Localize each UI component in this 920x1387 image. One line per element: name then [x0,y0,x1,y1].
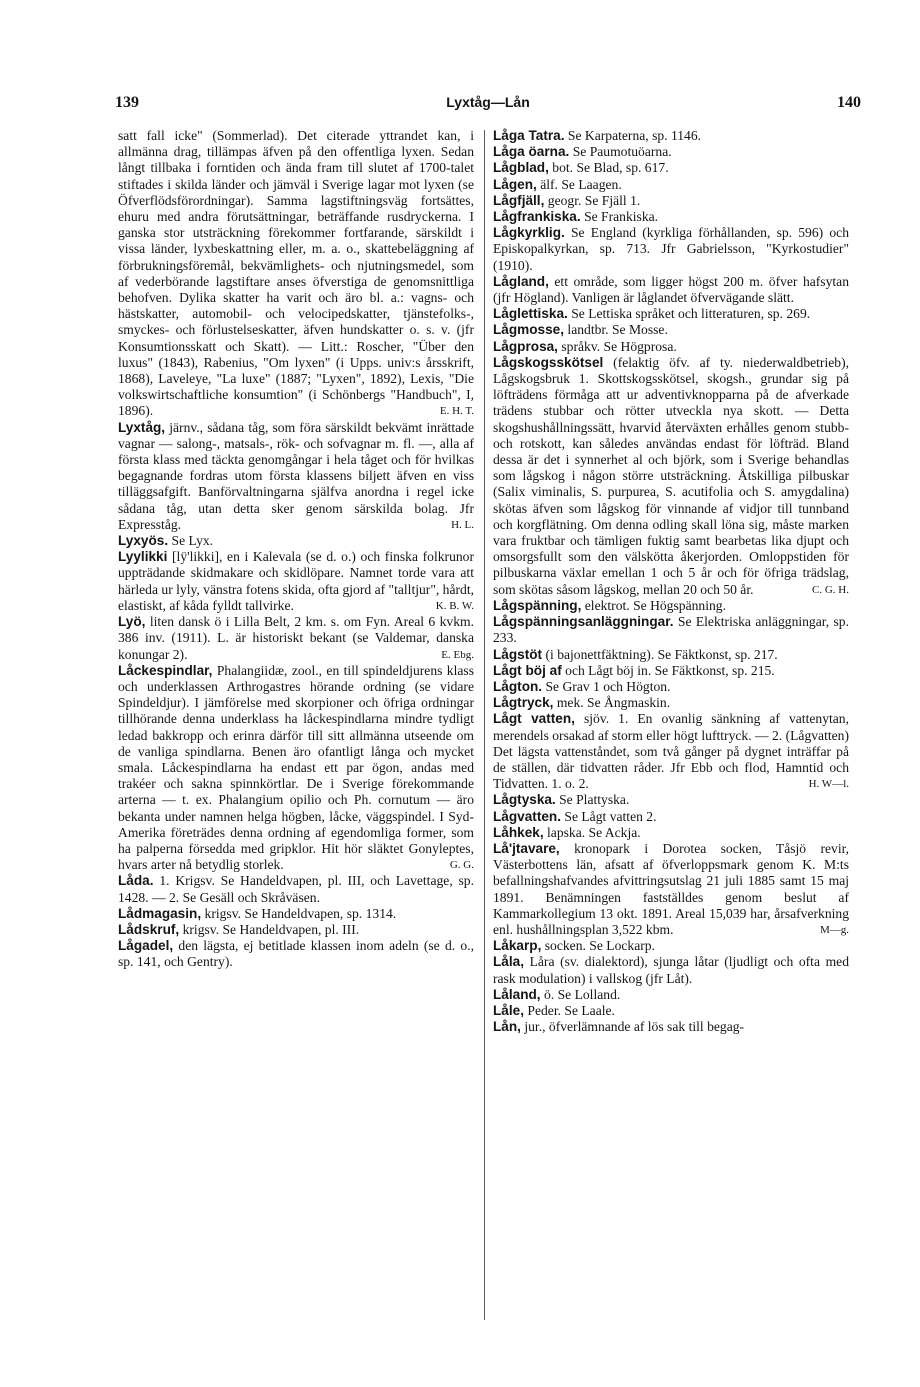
entry-laga-oarna: Låga öarna. Se Paumotuöarna. [493,144,672,160]
entry-lale: Låle, Peder. Se Laale. [493,1002,615,1018]
entry-laglettiska: Låglettiska. Se Lettiska språket och litteraturen, sp. 269. [493,306,811,322]
left-column [118,128,474,971]
running-title: Lyxtåg—Lån [446,94,530,110]
entry-lagspanning: Lågspänning, elektrot. Se Högspänning. [493,597,726,613]
entry-lajtavare: Lå'jtavare, kronopark i Dorotea socken, Tåsjö revir, Västerbottens län, afsatt af öfverloppsmark genom K. M:ts befallningshafvandes afvittringsutslag 21 juli 1885 samt 15 maj 1891. Benämningen fastställdes genom beslut af Kammarkollegium 13 okt. 1891. Areal 15,039 har, årsafverkning enl. hushållningsplan 3,522 kbm. M—g. [493,840,849,937]
entry-laga-tatra: Låga Tatra. Se Karpaterna, sp. 1146. [493,128,702,143]
entry-lagt-vatten: Lågt vatten, sjöv. 1. En ovanlig sänkning af vattenytan, merendels orsakad af storm eller högt lufttryck. — 2. (Lågvatten) Det lägsta vattenståndet, som två gånger på dygnet inträffar på de ställen, där tidvatten råder. Jfr Ebb och flod, Hamntid och Tidvatten. 1. o. 2. H. W—l. [493,711,849,792]
entry-ladskruf: Lådskruf, krigsv. Se Handeldvapen, pl. III. [118,921,360,937]
entry-lagprosa: Lågprosa, språkv. Se Högprosa. [493,338,677,354]
page-header [115,94,861,118]
entry-lagmosse: Lågmosse, landtbr. Se Mosse. [493,322,668,338]
entry-lyylikki: Lyylikki [lÿ'likki], en i Kalevala (se d. o.) och finska folkrunor uppträdande skidmakare och skidlöpare. Namnet torde vara att härleda ur lyly, vänstra fotens skida, ofta gjord af "talltjur", hårdt, elastiskt, af kåda fylldt tallvirke. K. B. W. [118,549,474,613]
page-number-left: 139 [115,94,139,111]
entry-lagblad: Lågblad, bot. Se Blad, sp. 617. [493,160,669,176]
entry-lagvatten: Lågvatten. Se Lågt vatten 2. [493,808,657,824]
entry-lagtyska: Lågtyska. Se Plattyska. [493,792,630,808]
entry-lagtryck: Lågtryck, mek. Se Ångmaskin. [493,695,671,711]
entry-lada: Låda. 1. Krigsv. Se Handeldvapen, pl. III, och Lavettage, sp. 1428. — 2. Se Gesäll och Skråväsen. [118,873,475,905]
entry-laland: Låland, ö. Se Lolland. [493,986,621,1002]
entry-lyo: Lyö, liten dansk ö i Lilla Belt, 2 km. s. om Fyn. Areal 6 kvkm. 386 inv. (1911). L. är historiskt bekant (se Valdemar, danska konungar 2). E. Ebg. [118,614,474,662]
entry-lagen: Lågen, älf. Se Laagen. [493,176,622,192]
entry-lakarp: Låkarp, socken. Se Lockarp. [493,938,655,954]
entry-lyx-continued: satt fall icke" (Sommerlad). Det citerade yttrandet kan, i allmänna drag, tillämpas äfven på den offentliga lyxen. Sedan långt tillbaka i forntiden och ända fram till slutet af 1700-talet stiftades i skilda länder och jämväl i Sverige lagar mot lyxen (se Öfverflödsförordningar). Samma lagstiftningsväg fortsättes, ehuru med andra förutsättningar, beträffande rusdryckerna. I ganska stor utsträckning förekommer fortfarande, särskildt i vissa länder, lyxbeskattning eller, m. a. o., skattebeläggning af förbrukningsföremål, bekvämlighets- och njutningsmedel, som af vederbörande lagstiftare anses öfverstiga de genomsnittliga behofven. Dylika skatter ha varit och äro bl. a.: vagns- och hästskatter, automobil- och velocipedskatter, tjänstefolks-, smyckes- och förlustelseskatter, äfven hundskatter o. s. v. (jfr Konsumtionsskatt och Skatt). — Litt.: Roscher, "Über den luxus" (1843), Rabenius, "Om lyxen" (i Upps. univ:s årsskrift, 1868), Laveleye, "La luxe" (1887; "Lyxen", 1892), Lexis, "Die volkswirtschaftliche konsumtion" (i Schönbergs "Handbuch", I, 1896). E. H. T. [118,128,474,419]
entry-lagspanningsanlaggningar: Lågspänningsanläggningar. Se Elektriska anläggningar, sp. 233. [493,614,849,646]
entry-lagskogsskotsel: Lågskogsskötsel (felaktig öfv. af ty. niederwaldbetrieb), Lågskogsbruk 1. Skottskogsskötsel, skogsh., grundar sig på löfträdens förmåga att ur adventivknopparna på de afverkade trädens stubbar och rötter utveckla nya skott. — Detta skogshushållningssätt, hvarvid återväxten erhålles genom stubb- och rotskott, kan således användas endast för löfträd. Bland dessa är det i synnerhet al och björk, som i Sverige behandlas som lågskog i någon större utsträckning. Åtskilliga pilbuskar (Salix viminalis, S. purpurea, S. acutifolia och S. amygdalina) skötas äfven som lågskog för vinnande af vidjor till tunnband och korgflätning. Om denna odling skall löna sig, måste marken vara fruktbar och tämligen fuktig samt bearbetas lika djupt och omsorgsfullt som den välskötta åkerjorden. Omloppstiden för pilbuskarna växlar emellan 1 och 5 år och för öfriga trädslag, som skötas såsom lågskog, mellan 20 och 50 år. C. G. H. [493,354,849,597]
entry-lackespindlar: Låckespindlar, Phalangiidæ, zool., en till spindeldjurens klass och underklassen Arthrogastres hörande ordning (se vidare Spindeldjur). I jämförelse med skorpioner och öfriga ordningar tillhörande denna underklass ha låckespindlarna mindre tydligt ledad bakkropp och erinra därför till sitt allmänna utseende om de vanliga spindlarna. Benen äro ofantligt långa och mycket smala. Låckespindlarna ha endast ett par ögon, andas med trakéer och sakna spinnkörtlar. De i Sverige förekommande arterna — t. ex. Phalangium opilio och Ph. cornutum — äro bekanta under namnen helga högben, låcke, väggspindel. I Syd-Amerika företrädes denna ordning af egendomliga former, som ha palperna försedda med gripklor. Hit hör släktet Gonyleptes, hvars arter nå betydlig storlek. G. G. [118,662,474,873]
entry-lyxtag: Lyxtåg, järnv., sådana tåg, som föra särskildt bekvämt inrättade vagnar — salong-, matsals-, rök- och sofvagnar m. fl. —, alla af första klass med täckta genomgångar i hela tåget och för hvilkas begagnande fordras utom första klassens biljett äfven en viss tilläggsafgift. Banförvaltningarna själfva anordna i regel icke sådana tåg, utan detta sker genom särskilda bolag. Jfr Expresståg. H. L. [118,419,474,532]
entry-lagton: Lågton. Se Grav 1 och Högton. [493,678,671,694]
entry-lagfjall: Lågfjäll, geogr. Se Fjäll 1. [493,192,641,208]
entry-ladmagasin: Lådmagasin, krigsv. Se Handeldvapen, sp. 1314. [118,905,397,921]
entry-lagt-boj-af: Lågt böj af och Lågt böj in. Se Fäktkonst, sp. 215. [493,662,775,678]
entry-lagkyrklig: Lågkyrklig. Se England (kyrkliga förhållanden, sp. 596) och Episkopalkyrkan, sp. 713. Jfr Gabrielsson, "Kyrkostudier" (1910). [493,225,849,273]
entry-lagland: Lågland, ett område, som ligger högst 200 m. öfver hafsytan (jfr Högland). Vanligen är låglandet öfvervägande slätt. [493,273,849,306]
right-column [493,128,849,1035]
entry-lahkek: Låhkek, lapska. Se Ackja. [493,824,641,840]
entry-lyxyos: Lyxyös. Se Lyx. [118,533,214,549]
entry-lala: Låla, Låra (sv. dialektord), sjunga låtar (ljudligt och ofta med rask modulation) i vallskog (jfr Låt). [493,954,849,986]
entry-lagadel: Lågadel, den lägsta, ej betitlade klassen inom adeln (se d. o., sp. 141, och Gentry). [118,938,474,970]
column-divider [484,130,485,1320]
page-number-right: 140 [837,94,861,111]
entry-lagfrankiska: Lågfrankiska. Se Frankiska. [493,209,659,225]
entry-lan: Lån, jur., öfverlämnande af lös sak till begag- [493,1019,745,1035]
entry-lagstot: Lågstöt (i bajonettfäktning). Se Fäktkonst, sp. 217. [493,646,778,662]
